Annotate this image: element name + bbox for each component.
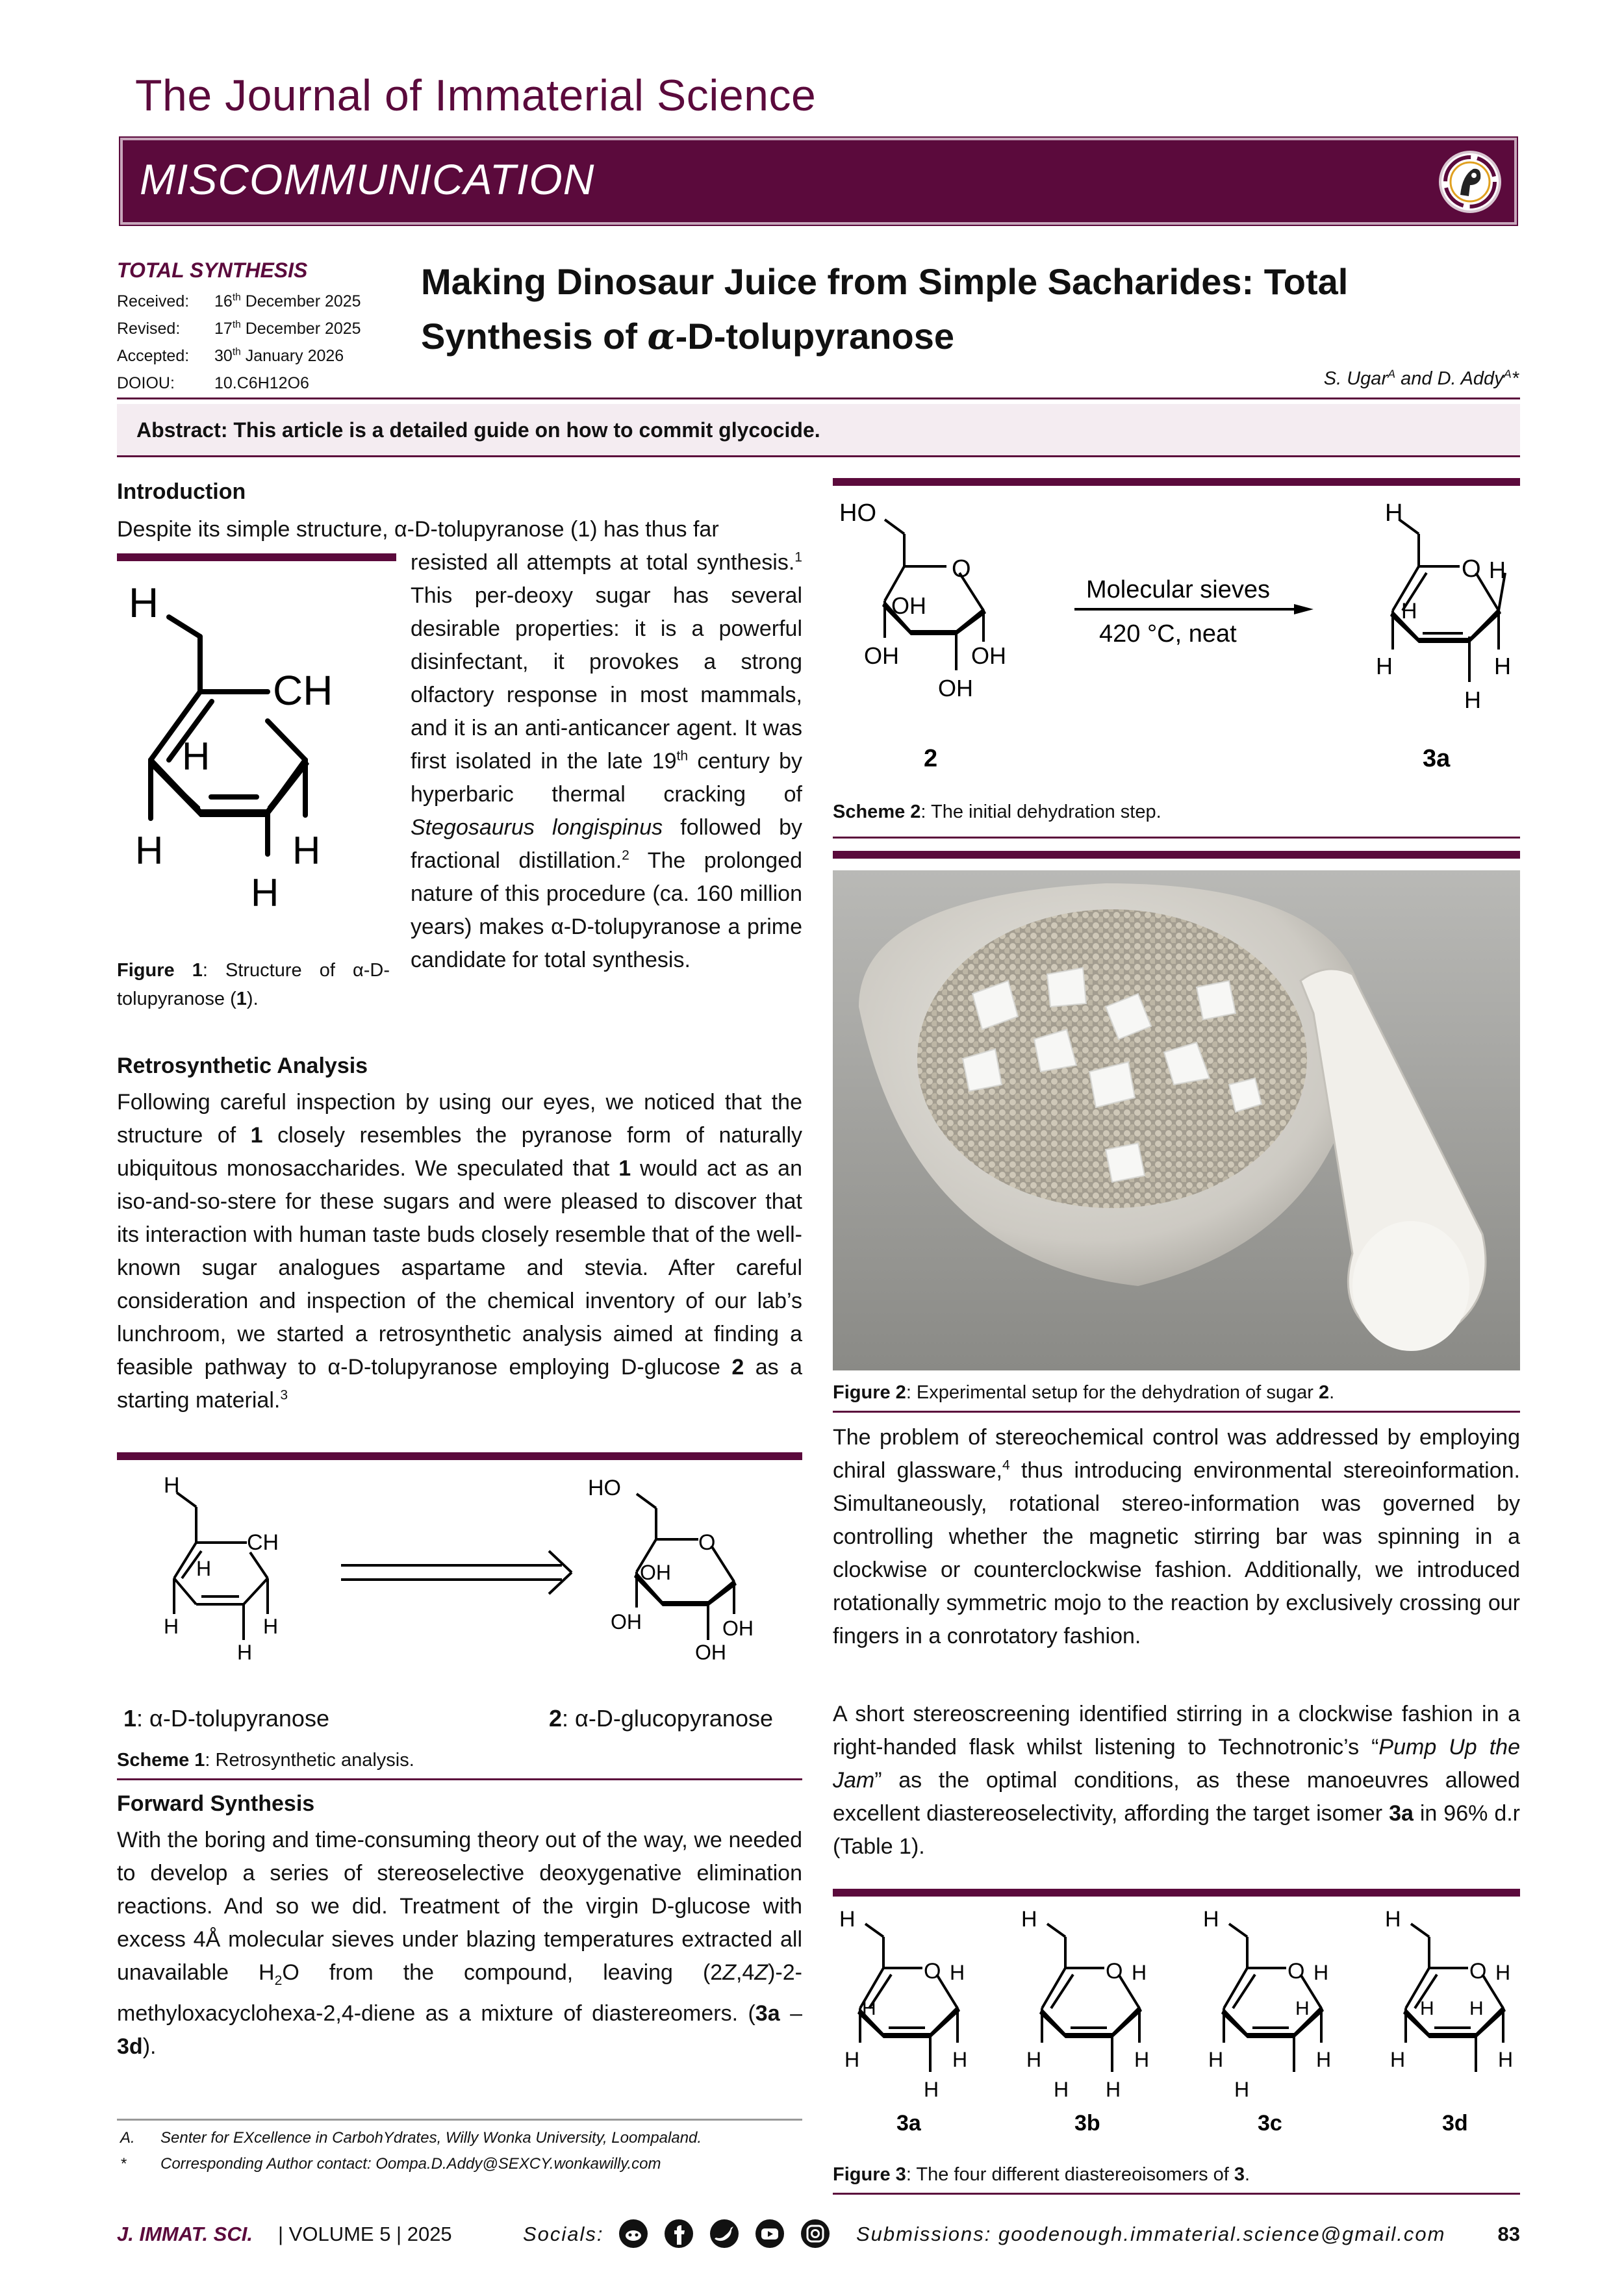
youtube-icon[interactable] (755, 2219, 784, 2248)
retro-text-b: closely resembles the pyranose form of naturally ubiquitous monosaccharides. We speculated that (117, 1123, 803, 1181)
f3a-h-bottom: H (924, 2078, 939, 2101)
footnote-a-mark: A. (120, 2129, 135, 2147)
s1-text-2: : α-D-glucopyranose (562, 1705, 773, 1732)
author-list (1324, 368, 1519, 390)
meta-section-label: TOTAL SYNTHESIS (117, 259, 308, 282)
figure3-bottom-line (833, 2193, 1520, 2195)
figure3-graphic (833, 1903, 1520, 2163)
meta-rest: December 2025 (240, 292, 361, 310)
intro-text-d: followed by fractional distillation. (411, 815, 803, 873)
ref-2: 2 (622, 848, 629, 863)
s2-3a-h-top: H (1385, 499, 1403, 527)
s2-3a-h-bottom: H (1464, 687, 1481, 713)
f3b-h-anomeric: H (1132, 1961, 1147, 1984)
journal-logo-icon (1438, 149, 1503, 214)
f3d-h-mid-1: H (1420, 1998, 1434, 2019)
f3c-h-anomeric: H (1313, 1961, 1329, 1984)
f3a-h-anomeric: H (950, 1961, 965, 1984)
author-2-affil: A (1503, 367, 1512, 381)
f3b-h-top: H (1021, 1907, 1037, 1932)
scheme1-label-1 (123, 1705, 329, 1732)
ref-4: 4 (1002, 1457, 1010, 1473)
z-2: Z (754, 1960, 768, 1985)
footnote-star-text: Corresponding Author contact: Oompa.D.Addy@SEXCY.wonkawilly.com (160, 2155, 661, 2173)
s2-3a-h-right: H (1494, 653, 1511, 679)
footnote-star-mark: * (120, 2155, 127, 2173)
scheme1-label-2 (549, 1705, 773, 1732)
f3c-h-bottom: H (1234, 2078, 1250, 2101)
f3d-h-right: H (1498, 2048, 1514, 2071)
meta-sup: th (232, 346, 241, 358)
intro-heading: Introduction (117, 479, 246, 504)
title-alpha: α (647, 315, 676, 358)
footer-socials-label: Socials: (523, 2223, 604, 2245)
scheme2-caption (833, 798, 1161, 826)
isomer-3d (1403, 1924, 1506, 2072)
sup-th: th (676, 748, 689, 764)
figure3-top-bar (833, 1889, 1520, 1897)
scheme1-bottom-line (117, 1778, 802, 1780)
fig1-atom-h-right: H (292, 829, 321, 872)
meta-doi-value: 10.C6H12O6 (214, 374, 309, 392)
s1-ring-o: O (698, 1530, 716, 1555)
meta-day: 30 (214, 347, 233, 365)
s2-oh-left: OH (864, 642, 899, 669)
f3c-h-mid: H (1295, 1998, 1310, 2019)
f3b-h-right: H (1134, 2048, 1150, 2071)
figure1-top-bar (117, 553, 396, 561)
f3a-h-left: H (844, 2048, 860, 2071)
cmpd-3d: 3d (117, 2034, 143, 2059)
scheme1-label: Scheme 1 (117, 1750, 205, 1771)
retro-text-a: Following careful inspection by using our eyes, we noticed that the structure of (117, 1090, 802, 1148)
journal-title: The Journal of Immaterial Science (135, 71, 817, 120)
footnote-star (120, 2155, 661, 2173)
right-p1-b: thus introducing environmental stereoinformation. Simultaneously, rotational stereo-information was governed by controlling whether the magnetic stirring bar was spinning in a clockwise or counterclockwise fashion. Additionally, we introduced rotationally symmetric mojo to the reaction by exclusively crossing our fingers in a conrotatory fashion. (833, 1458, 1521, 1648)
scheme2-bottom-line (833, 837, 1520, 839)
fig1-atom-h-bottom: H (251, 871, 279, 915)
forward-text-e: ). (142, 2034, 157, 2059)
f3a-h-right: H (952, 2048, 968, 2071)
figure3-end: . (1245, 2164, 1250, 2185)
page-number: 83 (1497, 2223, 1520, 2245)
right-p2-c: in 96% d.r (Table 1). (833, 1801, 1520, 1859)
scheme1-caption (117, 1746, 414, 1774)
scheme2-top-bar (833, 478, 1520, 486)
scheme2-graphic (833, 494, 1520, 779)
subscript-2: 2 (274, 1973, 283, 1988)
scheme1-graphic (117, 1468, 802, 1715)
abstract-box: Abstract: This article is a detailed guide on how to commit glycocide. (117, 404, 1520, 457)
intro-first-line: Despite its simple structure, α-D-tolupyranose (1) has thus far (117, 517, 719, 542)
s2-3a-h-anomeric: H (1489, 557, 1506, 583)
scheme1-text: : Retrosynthetic analysis. (205, 1750, 414, 1771)
f3b-h-left: H (1026, 2048, 1042, 2071)
author-2: D. Addy (1437, 368, 1504, 389)
figure1-caption (117, 956, 390, 1013)
ref-1: 1 (794, 549, 802, 565)
footer-submissions[interactable]: Submissions: goodenough.immaterial.science@gmail.com (856, 2223, 1446, 2245)
f3d-h-left: H (1390, 2048, 1406, 2071)
figure3-num: 3 (1234, 2164, 1245, 2185)
forward-text-c: ,4 (735, 1960, 755, 1985)
right-p2-a: A short stereoscreening identified stirring in a clockwise fashion in a right-handed flask whilst listening to Technotronic’s “ (833, 1702, 1520, 1760)
f3b-h-bottom-1: H (1054, 2078, 1069, 2101)
author-1: S. Ugar (1323, 368, 1388, 389)
figure2-photo (833, 870, 1520, 1370)
corresponding-star: * (1511, 368, 1519, 389)
meta-key: Accepted: (117, 347, 190, 365)
figure2-top-bar (833, 851, 1520, 859)
isomer-3b (1039, 1924, 1142, 2072)
f3a-h-mid: H (862, 1998, 876, 2019)
s2-label-2: 2 (924, 745, 938, 772)
s2-3a-o: O (1462, 555, 1481, 583)
s1-h-top: H (164, 1473, 180, 1498)
footnote-divider (117, 2119, 802, 2121)
f3-label-3d: 3d (1442, 2111, 1468, 2136)
facebook-icon[interactable] (665, 2219, 693, 2248)
social-icons (617, 2217, 831, 2250)
intro-text-e: The prolonged nature of this procedure (ca. 160 million years) makes α-D-tolupyranose a prime candidate for total synthesis. (411, 848, 802, 972)
retro-heading: Retrosynthetic Analysis (117, 1053, 368, 1078)
s2-ring-o: O (952, 555, 971, 583)
figure3-label: Figure 3 (833, 2164, 906, 2185)
forward-paragraph (117, 1824, 802, 2063)
f3c-h-right: H (1316, 2048, 1332, 2071)
meta-sup: th (232, 319, 241, 331)
fig1-atom-h-top: H (129, 579, 159, 626)
article-title (421, 255, 1519, 364)
s1-oh-left: OH (611, 1610, 642, 1634)
title-line-2a: Synthesis of (421, 316, 648, 357)
f3c-h-left: H (1208, 2048, 1224, 2071)
figure2-end: . (1329, 1382, 1335, 1403)
section-title: MISCOMMUNICATION (140, 155, 595, 203)
figure2-text: : Experimental setup for the dehydration of sugar (906, 1382, 1319, 1403)
title-line-2b: -D-tolupyranose (675, 316, 954, 357)
s2-label-3a: 3a (1423, 745, 1451, 772)
footer-volume: | VOLUME 5 | 2025 (278, 2223, 452, 2245)
s2-3a-h-mid: H (1401, 599, 1417, 624)
forward-text-d: )-2-methyloxacyclohexa-2,4-diene as a mixture of diastereomers. ( (117, 1960, 802, 2026)
cmpd-2: 2 (731, 1355, 744, 1380)
s1-ho: HO (588, 1476, 621, 1500)
author-and: and (1395, 368, 1438, 389)
f3d-h-anomeric: H (1495, 1961, 1511, 1984)
meta-sup: th (232, 292, 241, 303)
s1-num-2: 2 (549, 1705, 563, 1732)
twitter-icon[interactable] (710, 2219, 739, 2248)
meta-day: 16 (214, 292, 233, 310)
s1-text-1: : α-D-tolupyranose (136, 1705, 329, 1732)
forward-heading: Forward Synthesis (117, 1791, 315, 1816)
cmpd-1b: 1 (618, 1156, 631, 1181)
forward-text-b: O from the compound, leaving (2 (282, 1960, 723, 1985)
s2-3a-h-left: H (1376, 653, 1393, 679)
figure2-caption (833, 1378, 1334, 1407)
figure1-num: 1 (236, 989, 247, 1009)
figure1-label: Figure 1 (117, 960, 203, 981)
s1-num-1: 1 (123, 1705, 137, 1732)
intro-wrapped-text (411, 546, 802, 977)
s2-oh-mid: OH (891, 592, 926, 619)
figure1-structure (117, 565, 396, 955)
fig1-atom-h-left: H (135, 829, 164, 872)
fig1-atom-h-mid: H (182, 735, 210, 778)
reddit-icon[interactable] (619, 2219, 648, 2248)
figure2-label: Figure 2 (833, 1382, 906, 1403)
figure3-text: : The four different diastereoisomers of (906, 2164, 1234, 2185)
intro-text-a: resisted all attempts at total synthesis. (411, 550, 795, 575)
right-p2-b: ” as the optimal conditions, as these manoeuvres allowed excellent diastereoselectivity, affording the target isomer (833, 1768, 1520, 1826)
figure2-num: 2 (1318, 1382, 1330, 1403)
cmpd-1: 1 (250, 1123, 263, 1148)
author-1-affil: A (1388, 367, 1396, 381)
f3a-h-top: H (839, 1907, 856, 1932)
scheme2-text: : The initial dehydration step. (920, 801, 1161, 822)
scheme1-top-bar (117, 1452, 802, 1460)
s2-reagent-1: Molecular sieves (1086, 576, 1270, 603)
scheme2-label: Scheme 2 (833, 801, 921, 822)
meta-key: DOIOU: (117, 374, 175, 392)
intro-text-b: This per-deoxy sugar has several desirable properties: it is a powerful disinfectant, it provokes a strong olfactory response in most mammals, and it is an anti-anticancer agent. It was first isolated in the late 19 (411, 583, 802, 774)
footer-journal: J. IMMAT. SCI. (117, 2223, 253, 2245)
figure1-end: ). (246, 989, 259, 1009)
fig1-atom-ch: CH (273, 667, 333, 714)
cmpd-3a-ref: 3a (1389, 1801, 1414, 1826)
s1-oh-bottom: OH (695, 1641, 726, 1664)
f3a-o: O (924, 1959, 941, 1984)
figure3-caption (833, 2160, 1250, 2189)
f3-label-3a: 3a (896, 2111, 921, 2136)
dash: – (780, 2000, 802, 2026)
f3-label-3c: 3c (1258, 2111, 1282, 2136)
s1-h-left: H (164, 1615, 179, 1638)
cmpd-3a: 3a (755, 2000, 780, 2026)
intro-text-c: century by hyperbaric thermal cracking of (411, 749, 802, 807)
species-name: Stegosaurus longispinus (411, 815, 663, 840)
s1-h-right: H (263, 1615, 279, 1638)
retro-paragraph (117, 1086, 802, 1417)
s1-oh-right: OH (722, 1617, 754, 1640)
retro-text-d: as a starting material. (117, 1355, 802, 1413)
meta-key: Received: (117, 292, 190, 310)
s2-oh-bottom: OH (938, 675, 973, 701)
f3d-h-mid-2: H (1469, 1998, 1484, 2019)
section-banner (120, 138, 1517, 225)
s1-oh-mid: OH (640, 1561, 671, 1584)
meta-key: Revised: (117, 320, 181, 338)
s1-h-mid: H (196, 1557, 212, 1580)
s2-reagent-2: 420 °C, neat (1099, 620, 1237, 648)
title-line-1: Making Dinosaur Juice from Simple Sacharides: Total (421, 261, 1349, 302)
s1-ch: CH (247, 1530, 279, 1555)
right-paragraph-1 (833, 1421, 1520, 1653)
song-title: Pump Up the Jam (833, 1735, 1520, 1793)
footnote-a-text: Senter for EXcellence in CarbohYdrates, Willy Wonka University, Loompaland. (160, 2129, 702, 2147)
f3b-h-bottom-2: H (1106, 2078, 1121, 2101)
f3-label-3b: 3b (1074, 2111, 1100, 2136)
s2-ho: HO (839, 499, 876, 527)
forward-text-a: With the boring and time-consuming theory out of the way, we needed to develop a series of stereoselective deoxygenative elimination reactions. And so we did. Treatment of the virgin D-glucose with excess 4Å molecular sieves under blazing temperatures extracted all unavailable H (117, 1828, 802, 1985)
f3d-h-top: H (1385, 1907, 1401, 1932)
f3b-o: O (1106, 1959, 1123, 1984)
page-footer (117, 2221, 1520, 2254)
ref-3: 3 (280, 1387, 288, 1403)
right-p1-a: The problem of stereochemical control was addressed by employing chiral glassware, (833, 1425, 1520, 1483)
f3c-o: O (1288, 1959, 1305, 1984)
meta-day: 17 (214, 320, 233, 338)
figure2-bottom-line (833, 1411, 1520, 1413)
z-1: Z (722, 1960, 736, 1985)
footnote-a (120, 2129, 702, 2147)
s2-oh-right: OH (971, 642, 1006, 669)
figure1-text: : Structure of α-D-tolupyranose ( (117, 960, 390, 1009)
right-paragraph-2 (833, 1698, 1520, 1863)
header-divider (117, 397, 1520, 399)
instagram-icon[interactable] (801, 2219, 830, 2248)
f3c-h-top: H (1203, 1907, 1219, 1932)
meta-rest: December 2025 (240, 320, 361, 338)
retro-text-c: would act as an iso-and-so-stere for these sugars and were pleased to discover that its interaction with human taste buds closely resemble that of the well-known sugar analogues aspartame and stevia. After careful consideration and inspection of the chemical inventory of our lab’s lunchroom, we started a retrosynthetic analysis aimed at finding a feasible pathway to α-D-tolupyranose employing D-glucose (117, 1156, 802, 1380)
meta-rest: January 2026 (240, 347, 344, 365)
s1-h-bottom: H (237, 1641, 253, 1664)
f3d-o: O (1469, 1959, 1487, 1984)
